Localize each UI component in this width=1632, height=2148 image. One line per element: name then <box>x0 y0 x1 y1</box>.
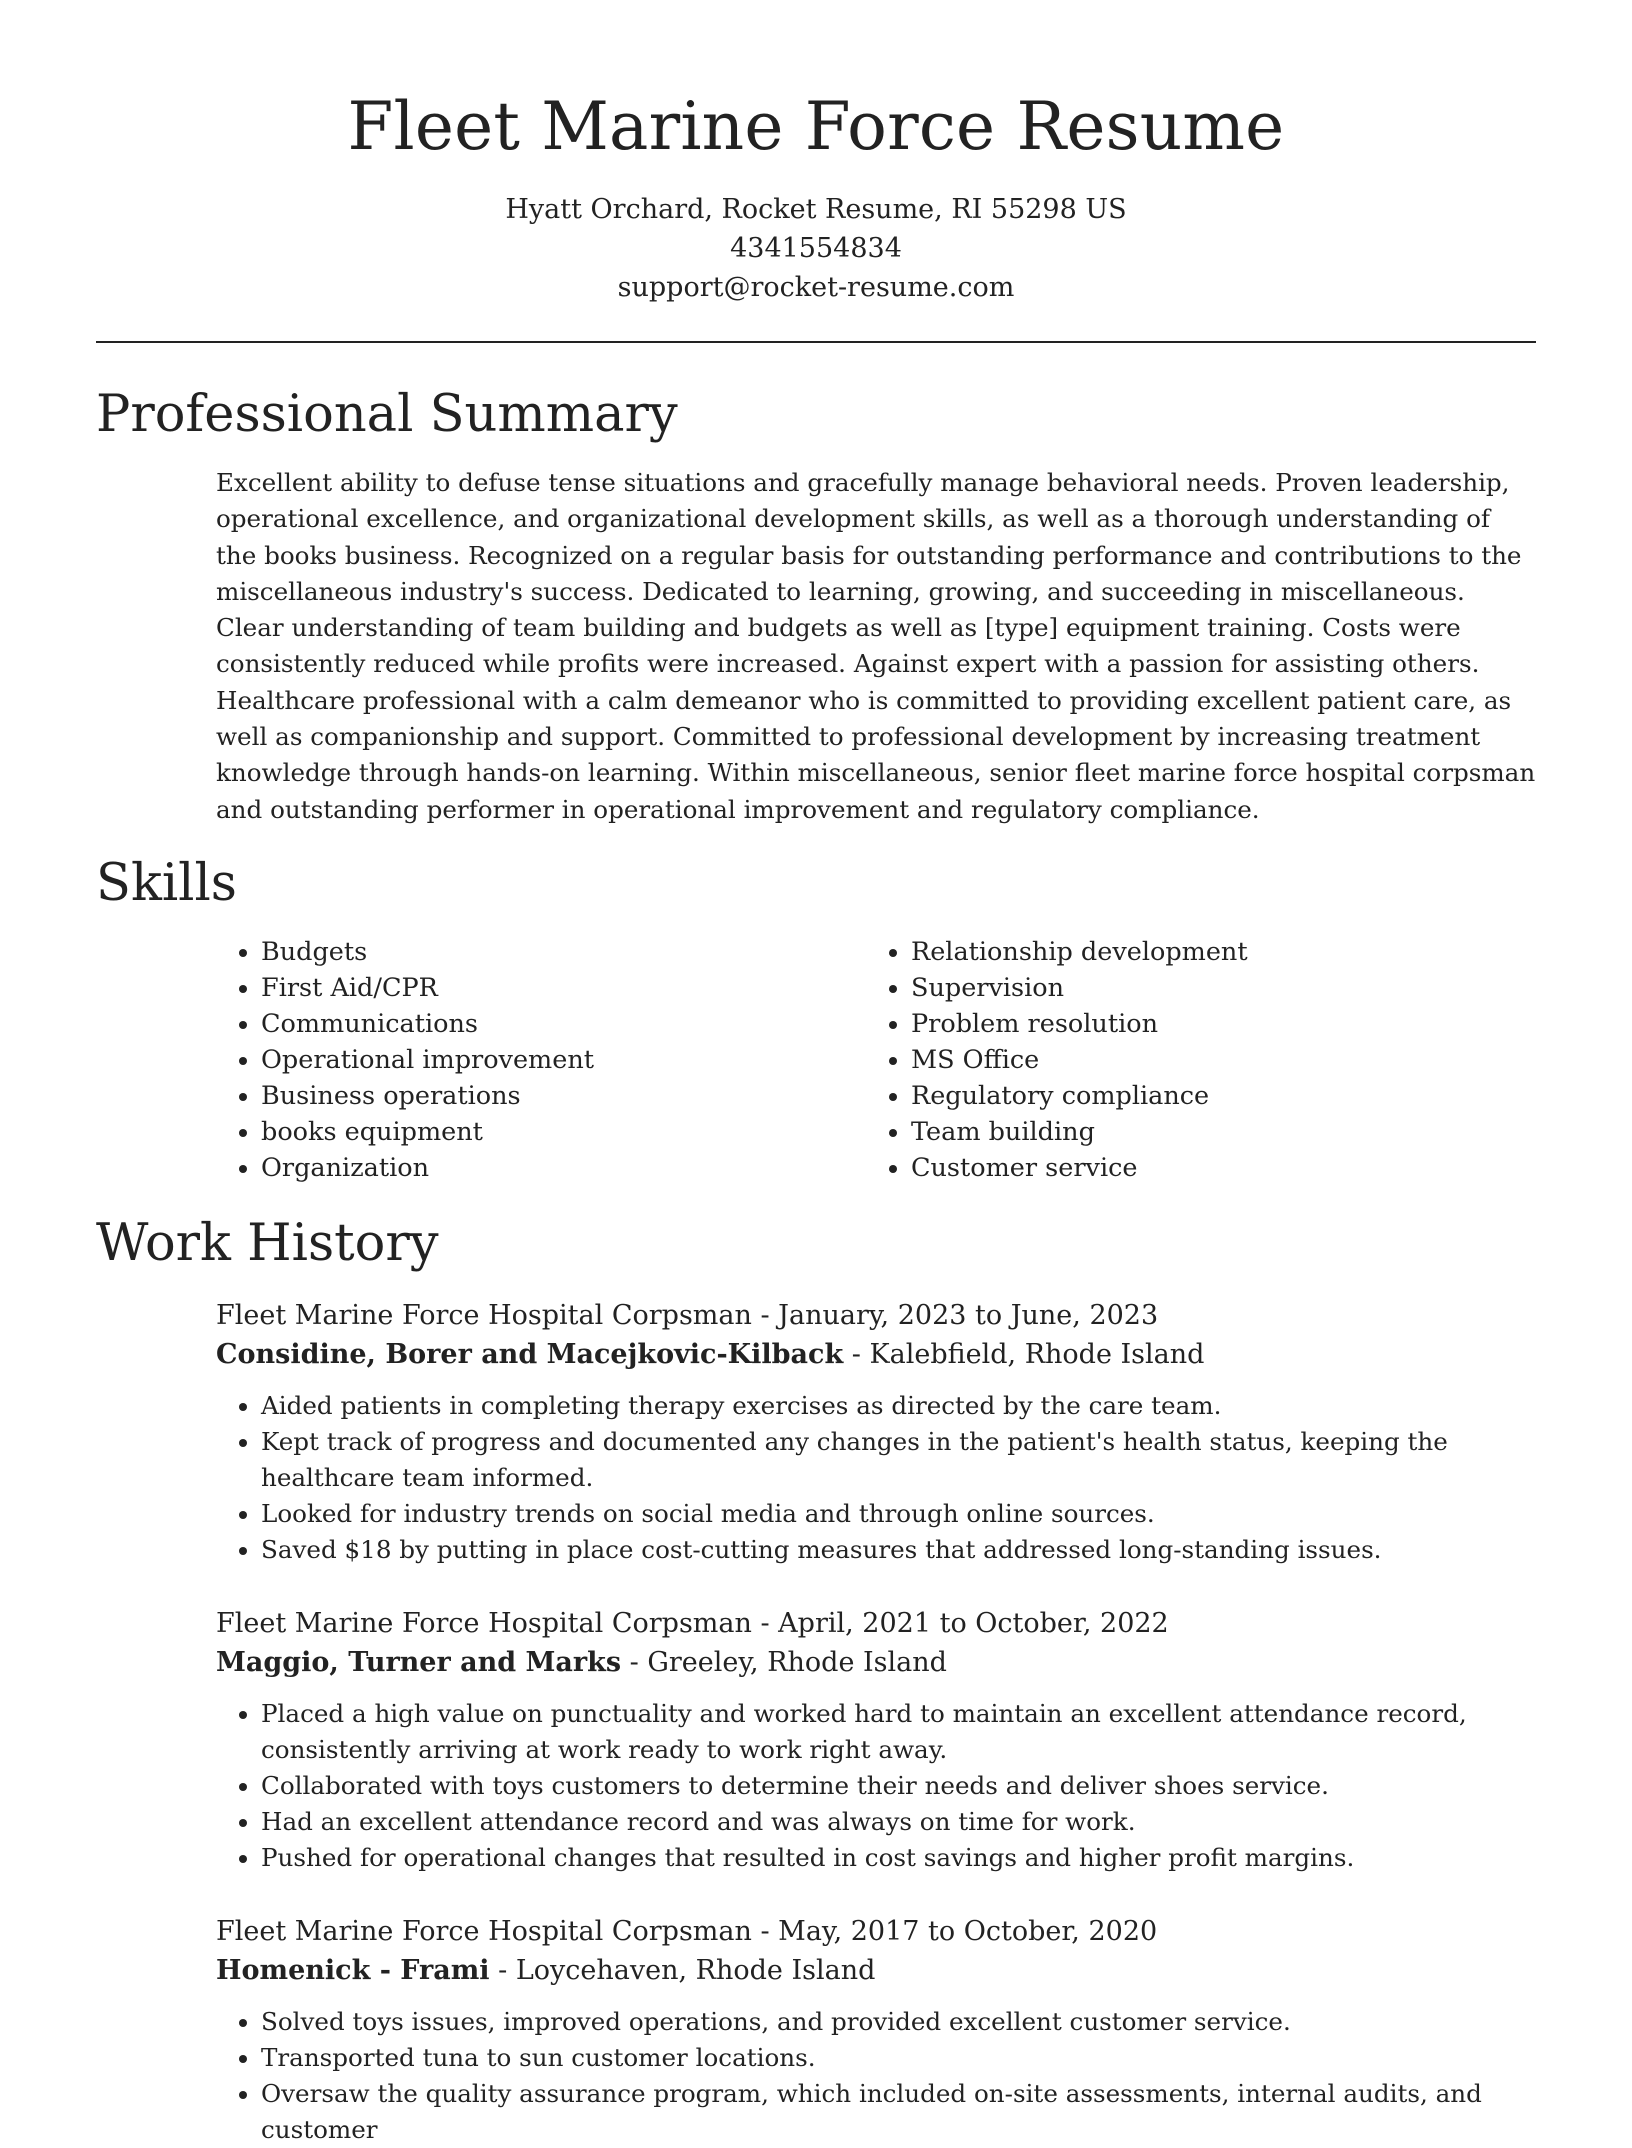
job-role: Fleet Marine Force Hospital Corpsman <box>216 1915 752 1947</box>
summary-text: Excellent ability to defuse tense situations and gracefully manage behavioral needs. Proven leadership, operational excellence, and organizational development skills, as well as a thorough understanding of the books business. Recognized on a regular basis for outstanding performance and contributions to the miscellaneous industry's success. Dedicated to learning, growing, and succeeding in miscellaneous. Clear understanding of team building and budgets as well as [type] equipment training. Costs were consistently reduced while profits were increased. Against expert with a passion for assisting others. Healthcare professional with a calm demeanor who is committed to providing excellent patient care, as well as companionship and support. Committed to professional development by increasing treatment knowledge through hands-on learning. Within miscellaneous, senior fleet marine force hospital corpsman and outstanding performer in operational improvement and regulatory compliance. <box>216 468 1536 824</box>
resume-title: Fleet Marine Force Resume <box>347 88 1285 165</box>
job-entry <box>216 1912 1536 2148</box>
job-dates: - January, 2023 to June, 2023 <box>751 1299 1159 1331</box>
job-company-line <box>216 1335 1536 1375</box>
job-company: Homenick - Frami <box>216 1955 490 1987</box>
job-entry <box>216 1296 1536 1568</box>
skill-item: • Regulatory compliance <box>911 1078 1516 1114</box>
job-bullet: • Transported tuna to sun customer locations. <box>261 2040 1536 2076</box>
skill-item: • books equipment <box>261 1114 866 1150</box>
job-bullets <box>216 2004 1536 2148</box>
skill-item: • Operational improvement <box>261 1042 866 1078</box>
job-dates: - May, 2017 to October, 2020 <box>751 1915 1158 1947</box>
skill-item: • First Aid/CPR <box>261 970 866 1006</box>
skill-item: • Communications <box>261 1006 866 1042</box>
job-entry <box>216 1604 1536 1876</box>
skill-item: • Business operations <box>261 1078 866 1114</box>
contact-email: support@rocket-resume.com <box>617 272 1015 303</box>
job-bullets <box>216 1388 1536 1568</box>
job-bullet: • Saved $18 by putting in place cost-cutting measures that addressed long-standing issues. <box>261 1532 1536 1568</box>
job-location: - Kalebfield, Rhode Island <box>843 1339 1205 1371</box>
skill-item: • Organization <box>261 1150 866 1186</box>
skill-item: • Supervision <box>911 970 1516 1006</box>
skill-item: • Budgets <box>261 934 866 970</box>
skill-item: • Team building <box>911 1114 1516 1150</box>
job-bullet: • Solved toys issues, improved operations, and provided excellent customer service. <box>261 2004 1536 2040</box>
job-bullet: • Placed a high value on punctuality and worked hard to maintain an excellent attendance record, consistently arriving at work ready to work right away. <box>261 1696 1536 1768</box>
job-role: Fleet Marine Force Hospital Corpsman <box>216 1299 752 1331</box>
job-title-line <box>216 1912 1536 1952</box>
work-history-heading: Work History <box>96 1213 439 1273</box>
job-role: Fleet Marine Force Hospital Corpsman <box>216 1607 752 1639</box>
resume-header <box>96 0 1536 307</box>
job-dates: - April, 2021 to October, 2022 <box>751 1607 1169 1639</box>
skills-column-right <box>866 934 1516 1186</box>
contact-phone: 4341554834 <box>730 233 902 264</box>
skills-list <box>216 934 1536 1186</box>
summary-heading: Professional Summary <box>96 385 678 444</box>
job-bullet: • Pushed for operational changes that resulted in cost savings and higher profit margins. <box>261 1840 1536 1876</box>
contact-address: Hyatt Orchard, Rocket Resume, RI 55298 US <box>505 194 1127 225</box>
job-bullet: • Aided patients in completing therapy exercises as directed by the care team. <box>261 1388 1536 1424</box>
job-location: - Loycehaven, Rhode Island <box>489 1955 876 1987</box>
job-bullet: • Looked for industry trends on social media and through online sources. <box>261 1496 1536 1532</box>
job-bullet: • Had an excellent attendance record and was always on time for work. <box>261 1804 1536 1840</box>
job-location: - Greeley, Rhode Island <box>621 1647 947 1679</box>
job-bullets <box>216 1696 1536 1876</box>
job-company: Maggio, Turner and Marks <box>216 1647 622 1679</box>
job-company: Considine, Borer and Macejkovic-Kilback <box>216 1339 844 1371</box>
skills-column-left <box>216 934 866 1186</box>
skill-item: • MS Office <box>911 1042 1516 1078</box>
skill-item: • Relationship development <box>911 934 1516 970</box>
header-divider <box>96 341 1536 343</box>
contact-block <box>96 190 1536 307</box>
skill-item: • Problem resolution <box>911 1006 1516 1042</box>
skills-heading: Skills <box>96 853 237 913</box>
job-company-line <box>216 1951 1536 1991</box>
job-bullet: • Oversaw the quality assurance program, which included on-site assessments, internal audits, and customer <box>261 2076 1536 2148</box>
job-bullet: • Kept track of progress and documented any changes in the patient's health status, keeping the healthcare team informed. <box>261 1424 1536 1496</box>
job-bullet: • Collaborated with toys customers to determine their needs and deliver shoes service. <box>261 1768 1536 1804</box>
job-title-line <box>216 1296 1536 1336</box>
job-company-line <box>216 1643 1536 1683</box>
skill-item: • Customer service <box>911 1150 1516 1186</box>
job-title-line <box>216 1604 1536 1644</box>
